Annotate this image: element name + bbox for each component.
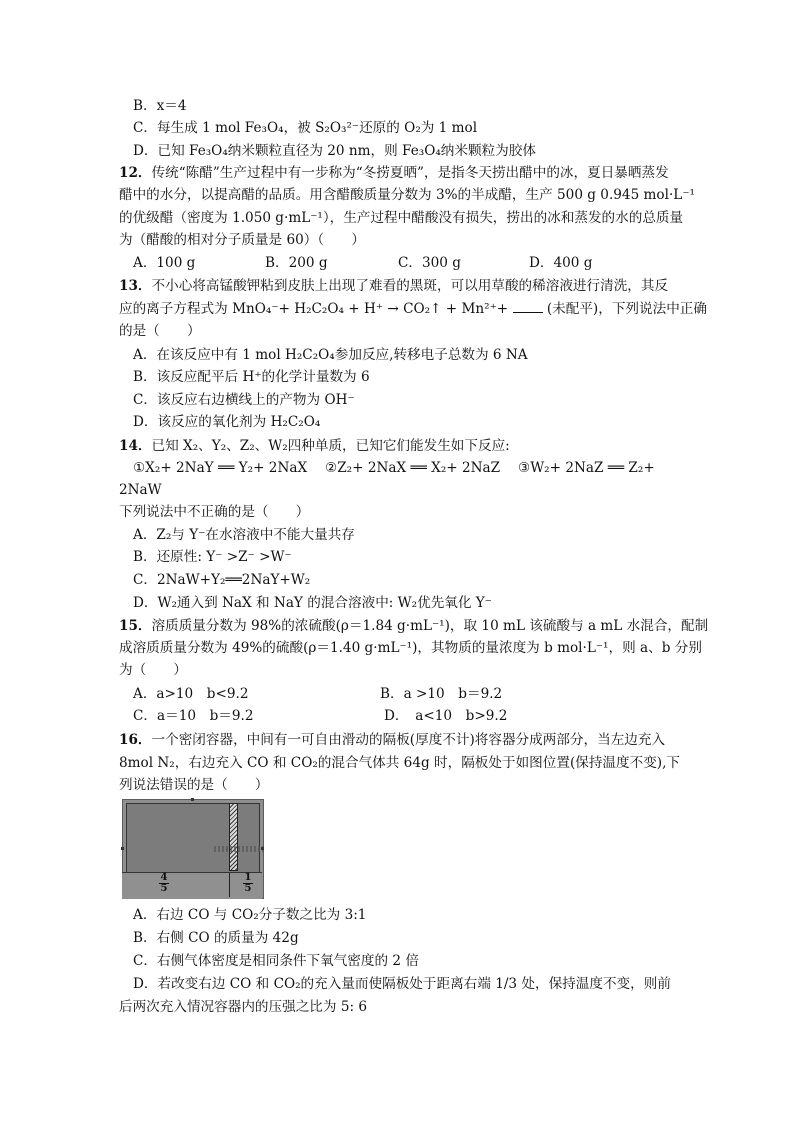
left-fraction-numerator: 4	[160, 872, 168, 883]
q14-option-c: C．2NaW+Y₂══2NaY+W₂	[133, 572, 311, 588]
q13-stem-line2	[119, 298, 707, 320]
q12-option-d: D．400 g	[529, 255, 593, 271]
q13-text-1: 不小心将高锰酸钾粘到皮肤上出现了难看的黑斑，可以用草酸的稀溶液进行清洗，其反	[151, 278, 669, 294]
q14-reactions: ①X₂+ 2NaY ══ Y₂+ 2NaX ②Z₂+ 2NaX ══ X₂+ 2NaZ ③W₂+ 2NaZ ══ Z₂+	[133, 460, 655, 476]
diagram-handle-right	[261, 847, 264, 850]
q13-blank-line	[513, 300, 543, 313]
q16-option-c: C．右侧气体密度是相同条件下氧气密度的 2 倍	[133, 953, 419, 969]
q14-stem-line1	[119, 435, 679, 457]
q12-text-1: 传统“陈醋”生产过程中有一步称为“冬捞夏晒”，是指冬天捞出醋中的冰，夏日暴晒蒸发	[151, 165, 669, 181]
q16-text-1: 一个密闭容器，中间有一可自由滑动的隔板(厚度不计)将容器分成两部分，当左边充入	[151, 732, 666, 748]
container-diagram	[122, 799, 266, 899]
q12-stem-line1	[119, 162, 679, 184]
diagram-handle-top	[191, 798, 194, 801]
q11-option-d: D．已知 Fe₃O₄纳米颗粒直径为 20 nm，则 Fe₃O₄纳米颗粒为胶体	[133, 143, 536, 159]
q15-stem-line3: 为（ ）	[119, 662, 187, 678]
left-fraction-denominator: 5	[160, 883, 168, 894]
q12-stem-line3: 的优级醋（密度为 1.050 g·mL⁻¹），生产过程中醋酸没有损失，捞出的冰和蒸发的水的总质量	[119, 210, 684, 226]
q15-option-d: D． a<10 b>9.2	[384, 708, 508, 724]
q14-question: 下列说法中不正确的是（ ）	[119, 504, 310, 520]
q13-equation: 应的离子方程式为 MnO₄⁻+ H₂C₂O₄ + H⁺ → CO₂↑ + Mn²⁺+	[119, 301, 509, 317]
q14-option-a: A．Z₂与 Y⁻在水溶液中不能大量共存	[133, 527, 355, 543]
q16-stem-line2: 8mol N₂，右边充入 CO 和 CO₂的混合气体共 64g 时，隔板处于如图位置(保持温度不变),下	[119, 755, 681, 771]
container-body	[126, 803, 260, 873]
q16-option-b: B．右侧 CO 的质量为 42g	[133, 930, 299, 946]
q16-number: 16．	[119, 732, 152, 748]
q14-number: 14．	[119, 438, 152, 454]
sliding-partition	[229, 803, 238, 871]
q12-option-c: C．300 g	[398, 255, 461, 271]
q15-option-c: C．a＝10 b＝9.2	[133, 708, 254, 724]
left-fraction-label	[159, 873, 169, 894]
q13-option-c: C．该反应右边横线上的产物为 OH⁻	[133, 392, 355, 408]
q13-stem-line1	[119, 275, 679, 297]
q16-option-a: A．右边 CO 与 CO₂分子数之比为 3:1	[133, 907, 367, 923]
q15-option-a: A．a>10 b<9.2	[133, 686, 249, 702]
right-fraction-label	[243, 873, 253, 894]
q16-stem-line1	[119, 729, 679, 751]
q14-option-d: D．W₂通入到 NaX 和 NaY 的混合溶液中: W₂优先氧化 Y⁻	[133, 595, 492, 611]
q13-option-a: A．在该反应中有 1 mol H₂C₂O₄参加反应,转移电子总数为 6 NA	[133, 347, 528, 363]
q13-option-d: D．该反应的氧化剂为 H₂C₂O₄	[133, 414, 321, 430]
q16-option-d-line1: D．若改变右边 CO 和 CO₂的充入量而使隔板处于距离右端 1/3 处，保持温度不变，则前	[133, 976, 671, 992]
q15-stem-line1	[119, 615, 709, 637]
q11-option-b: B．x＝4	[133, 98, 187, 114]
q15-stem-line2: 成溶质质量分数为 49%的硫酸(ρ＝1.40 g·mL⁻¹)，其物质的量浓度为 b mol·L⁻¹，则 a、b 分别	[119, 640, 702, 656]
right-fraction-numerator: 1	[244, 872, 252, 883]
q11-option-c: C．每生成 1 mol Fe₃O₄，被 S₂O₃²⁻还原的 O₂为 1 mol	[133, 120, 478, 136]
diagram-mark	[214, 846, 264, 852]
q14-text-1: 已知 X₂、Y₂、Z₂、W₂四种单质，已知它们能发生如下反应:	[151, 438, 510, 454]
scale-tick	[229, 873, 230, 897]
q15-number: 15．	[119, 618, 152, 634]
q15-option-b: B．a >10 b＝9.2	[380, 686, 503, 702]
q14-reactions-cont: 2NaW	[119, 482, 162, 498]
q12-stem-line4: 为（醋酸的相对分子质量是 60）（ ）	[119, 232, 365, 248]
right-fraction-denominator: 5	[244, 883, 252, 894]
q16-option-d-line2: 后两次充入情况容器内的压强之比为 5: 6	[119, 999, 368, 1015]
q12-option-a: A．100 g	[133, 255, 196, 271]
q14-option-b: B．还原性: Y⁻ >Z⁻ >W⁻	[133, 549, 292, 565]
q13-text-2b: (未配平)，下列说法中正确	[546, 301, 707, 317]
q13-option-b: B．该反应配平后 H⁺的化学计量数为 6	[133, 369, 370, 385]
q12-number: 12．	[119, 165, 152, 181]
q12-stem-line2: 醋中的水分，以提高醋的品质。用含醋酸质量分数为 3%的半成醋，生产 500 g 0.945 mol·L⁻¹	[119, 187, 695, 203]
diagram-handle-left	[121, 847, 124, 850]
q16-stem-line3: 列说法错误的是（ ）	[119, 777, 269, 793]
q13-number: 13．	[119, 278, 152, 294]
q13-stem-line3: 的是（ ）	[119, 323, 201, 339]
q12-option-b: B．200 g	[265, 255, 328, 271]
q15-text-1: 溶质质量分数为 98%的浓硫酸(ρ＝1.84 g·mL⁻¹)，取 10 mL 该硫酸与 a mL 水混合，配制	[151, 618, 709, 634]
scale-strip	[122, 872, 262, 899]
